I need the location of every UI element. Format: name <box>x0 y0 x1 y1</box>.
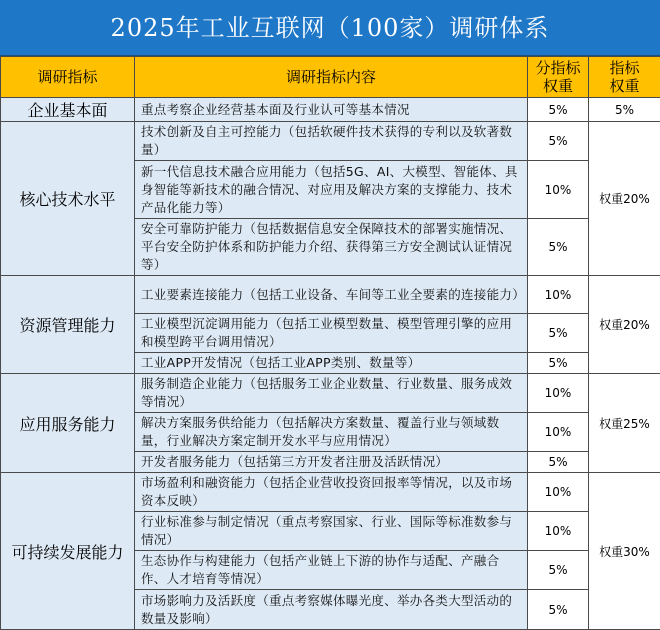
content-cell: 安全可靠防护能力（包括数据信息安全保障技术的部署实施情况、平台安全防护体系和防护能力介绍、获得第三方安全测试认证情况等） <box>135 219 528 276</box>
weight-cell: 5% <box>528 219 589 276</box>
weight-cell: 5% <box>528 353 589 374</box>
header-content: 调研指标内容 <box>135 57 528 98</box>
category-cell: 可持续发展能力 <box>1 473 135 630</box>
category-cell: 企业基本面 <box>1 98 135 122</box>
weight-cell: 10% <box>528 161 589 219</box>
content-cell: 开发者服务能力（包括第三方开发者注册及活跃情况） <box>135 452 528 473</box>
header-indicator: 调研指标 <box>1 57 135 98</box>
weight-cell: 5% <box>528 452 589 473</box>
group-weight-cell: 权重30% <box>589 473 660 630</box>
table-row <box>1 473 660 512</box>
weight-cell: 5% <box>528 314 589 353</box>
content-cell: 重点考察企业经营基本面及行业认可等基本情况 <box>135 98 528 122</box>
content-cell: 行业标准参与制定情况（重点考察国家、行业、国际等标准数参与情况） <box>135 512 528 551</box>
weight-cell: 5% <box>528 98 589 122</box>
table-row <box>1 374 660 413</box>
table-row <box>1 122 660 161</box>
page-title: 2025年工业互联网（100家）调研体系 <box>0 0 660 56</box>
survey-table <box>0 56 660 630</box>
content-cell: 新一代信息技术融合应用能力（包括5G、AI、大模型、智能体、具身智能等新技术的融合情况、对应用及解决方案的支撑能力、技术产品化能力等） <box>135 161 528 219</box>
group-weight-cell: 权重20% <box>589 276 660 374</box>
category-cell: 核心技术水平 <box>1 122 135 276</box>
weight-cell: 5% <box>528 551 589 590</box>
table-header-row <box>1 57 660 98</box>
group-weight-cell: 权重25% <box>589 374 660 473</box>
weight-cell: 5% <box>528 122 589 161</box>
category-cell: 应用服务能力 <box>1 374 135 473</box>
weight-cell: 10% <box>528 374 589 413</box>
content-cell: 解决方案服务供给能力（包括解决方案数量、覆盖行业与领域数量，行业解决方案定制开发水平与应用情况） <box>135 413 528 452</box>
table-row <box>1 276 660 314</box>
content-cell: 工业模型沉淀调用能力（包括工业模型数量、模型管理引擎的应用和模型跨平台调用情况） <box>135 314 528 353</box>
content-cell: 服务制造企业能力（包括服务工业企业数量、行业数量、服务成效等情况） <box>135 374 528 413</box>
content-cell: 技术创新及自主可控能力（包括软硬件技术获得的专利以及软著数量） <box>135 122 528 161</box>
table-row <box>1 98 660 122</box>
weight-cell: 10% <box>528 276 589 314</box>
content-cell: 生态协作与构建能力（包括产业链上下游的协作与适配、产融合作、人才培育等情况） <box>135 551 528 590</box>
header-weight: 指标 权重 <box>589 57 660 98</box>
weight-cell: 10% <box>528 413 589 452</box>
content-cell: 工业要素连接能力（包括工业设备、车间等工业全要素的连接能力） <box>135 276 528 314</box>
header-sub-weight: 分指标 权重 <box>528 57 589 98</box>
group-weight-cell: 5% <box>589 98 660 122</box>
content-cell: 工业APP开发情况（包括工业APP类别、数量等） <box>135 353 528 374</box>
weight-cell: 10% <box>528 473 589 512</box>
group-weight-cell: 权重20% <box>589 122 660 276</box>
content-cell: 市场影响力及活跃度（重点考察媒体曝光度、举办各类大型活动的数量及影响） <box>135 590 528 630</box>
category-cell: 资源管理能力 <box>1 276 135 374</box>
weight-cell: 5% <box>528 590 589 630</box>
content-cell: 市场盈利和融资能力（包括企业营收投资回报率等情况，以及市场资本反映） <box>135 473 528 512</box>
weight-cell: 10% <box>528 512 589 551</box>
